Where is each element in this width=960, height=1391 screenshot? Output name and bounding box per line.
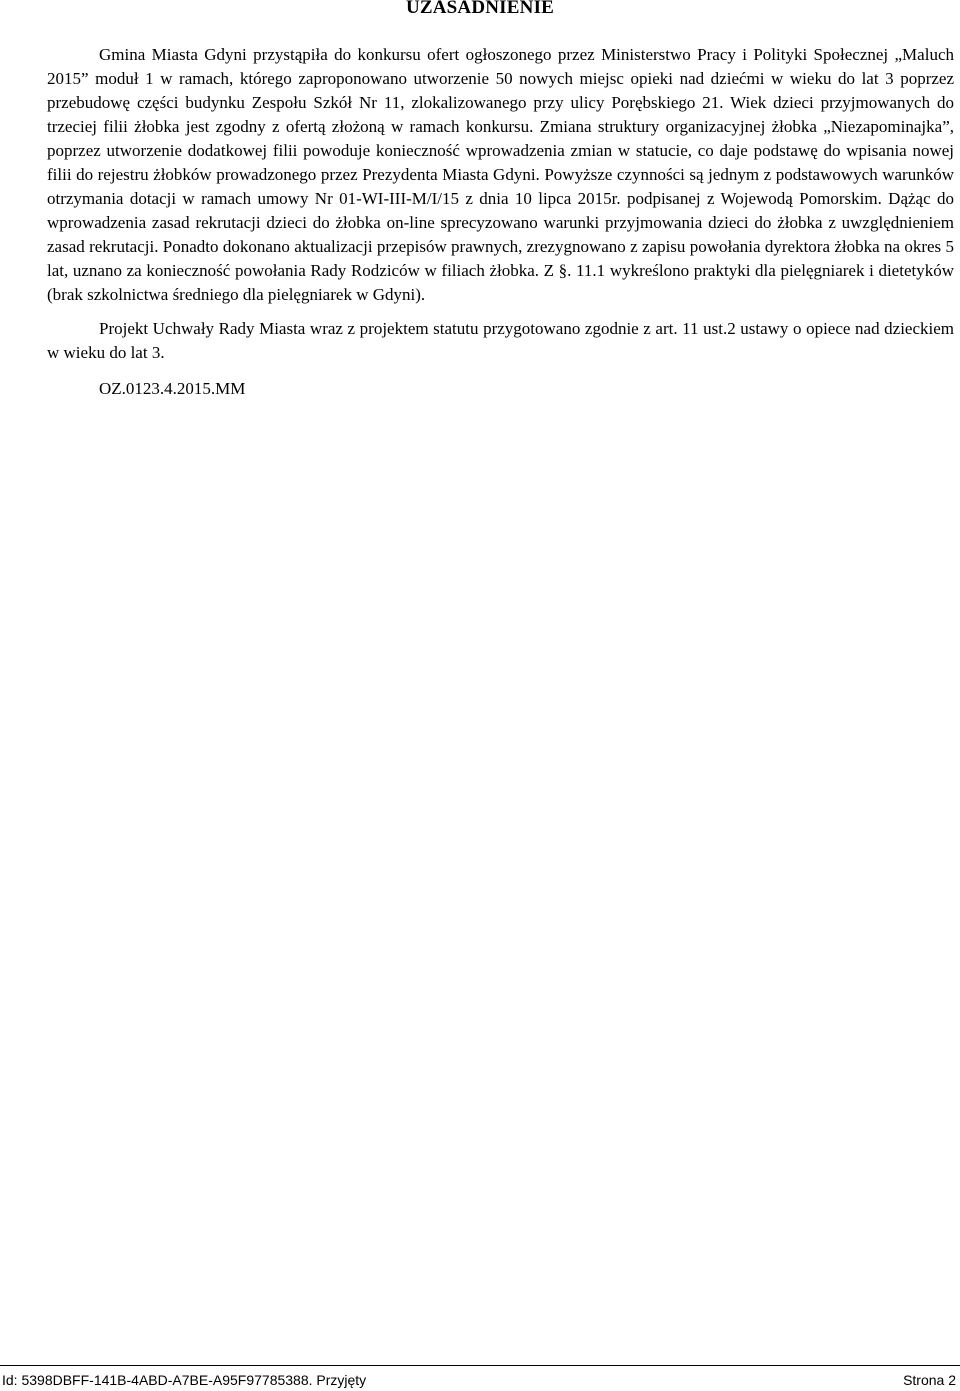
document-title: UZASADNIENIE (405, 0, 555, 18)
justification-paragraph-2: Projekt Uchwały Rady Miasta wraz z projektem statutu przygotowano zgodnie z art. 11 ust.2 ustawy o opiece nad dzieckiem w wieku do lat 3. (47, 319, 954, 362)
footer-divider (0, 1365, 960, 1366)
reference-number: OZ.0123.4.2015.MM (99, 379, 246, 398)
footer-document-id: Id: 5398DBFF-141B-4ABD-A7BE-A95F97785388. Przyjęty (2, 1372, 367, 1388)
footer-page-number: Strona 2 (903, 1372, 956, 1388)
justification-paragraph-1: Gmina Miasta Gdyni przystąpiła do konkursu ofert ogłoszonego przez Ministerstwo Pracy i Polityki Społecznej „Maluch 2015” moduł 1 w ramach, którego zaproponowano utworzenie 50 nowych miejsc opieki nad dziećmi w wieku do lat 3 poprzez przebudowę części budynku Zespołu Szkół Nr 11, zlokalizowanego przy ulicy Porębskiego 21. Wiek dzieci przyjmowanych do trzeciej filii żłobka jest zgodny z ofertą złożoną w ramach konkursu. Zmiana struktury organizacyjnej żłobka „Niezapominajka”, poprzez utworzenie dodatkowej filii powoduje konieczność wprowadzenia zmian w statucie, co daje podstawę do wpisania nowej filii do rejestru żłobków prowadzonego przez Prezydenta Miasta Gdyni. Powyższe czynności są jednym z podstawowych warunków otrzymania dotacji w ramach umowy Nr 01-WI-III-M/I/15 z dnia 10 lipca 2015r. podpisanej z Wojewodą Pomorskim. Dążąc do wprowadzenia zasad rekrutacji dzieci do żłobka on-line sprecyzowano warunki przyjmowania dzieci do żłobka z uwzględnieniem zasad rekrutacji. Ponadto dokonano aktualizacji przepisów prawnych, zrezygnowano z zapisu powołania dyrektora żłobka na okres 5 lat, uznano za konieczność powołania Rady Rodziców w filiach żłobka. Z §. 11.1 wykreślono praktyki dla pielęgniarek i dietetyków (brak szkolnictwa średniego dla pielęgniarek w Gdyni). (47, 45, 954, 304)
